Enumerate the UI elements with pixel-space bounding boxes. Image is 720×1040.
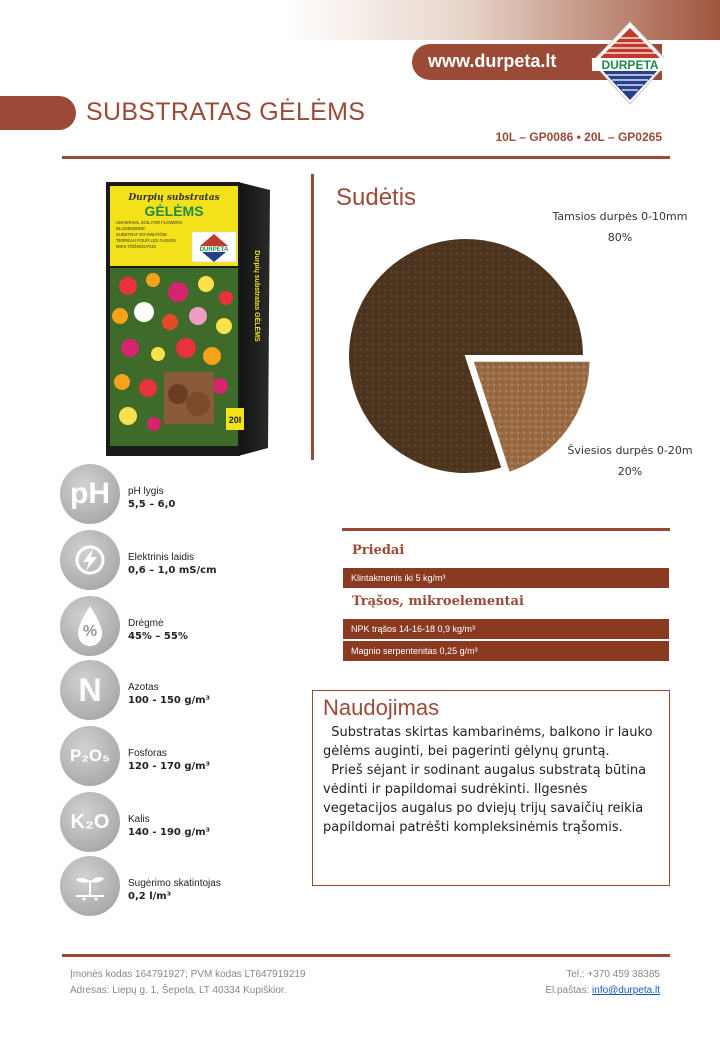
product-bag-image xyxy=(98,176,274,456)
svg-text:MIKS TÖÖSEGATUD: MIKS TÖÖSEGATUD xyxy=(116,244,157,249)
svg-text:UNIVERSAL SOIL FOR FLOWERS: UNIVERSAL SOIL FOR FLOWERS xyxy=(116,220,183,225)
usage-heading: Naudojimas xyxy=(323,695,440,720)
divider xyxy=(62,954,670,957)
website-link[interactable]: www.durpeta.lt xyxy=(412,44,662,80)
svg-text:SUBSTRAT DO KWIATÓW: SUBSTRAT DO KWIATÓW xyxy=(116,232,167,237)
svg-text:DURPETA: DURPETA xyxy=(199,247,229,253)
fertilizer-row: Magnio serpentenitas 0,25 g/m³ xyxy=(343,641,669,661)
email-link[interactable]: info@durpeta.lt xyxy=(592,985,660,996)
param-value: 100 - 150 g/m³ xyxy=(128,695,210,706)
company-phone: Tel.: +370 459 38385 xyxy=(566,969,660,980)
svg-text:BLUMENERDE: BLUMENERDE xyxy=(116,226,146,231)
additives-heading: Priedai xyxy=(352,543,405,558)
svg-text:Durpių substratas: Durpių substratas xyxy=(128,193,220,203)
additive-row: Klintakmenis iki 5 kg/m³ xyxy=(343,568,669,588)
svg-text:20l: 20l xyxy=(228,415,242,425)
vertical-divider xyxy=(311,174,314,460)
param-value: 45% – 55% xyxy=(128,631,188,642)
param-value: 120 - 170 g/m³ xyxy=(128,761,210,772)
param-label: Azotas xyxy=(128,682,159,693)
param-label: pH lygis xyxy=(128,486,164,497)
company-email: El.paštas: info@durpeta.lt xyxy=(545,985,660,996)
param-value: 0,6 – 1,0 mS/cm xyxy=(128,565,217,576)
slice-label-light: Šviesios durpės 0-20m 20% xyxy=(567,444,693,478)
divider xyxy=(342,528,670,531)
divider xyxy=(62,156,670,159)
company-address: Adresas: Liepų g. 1, Šepeta, LT 40334 Kupiškior. xyxy=(70,985,287,996)
usage-box xyxy=(312,690,670,886)
svg-text:TERREAU POUR LES FLEURS: TERREAU POUR LES FLEURS xyxy=(116,238,177,243)
param-value: 140 - 190 g/m³ xyxy=(128,827,210,838)
sprout-glyph xyxy=(72,870,108,902)
param-label: Drėgmė xyxy=(128,618,164,629)
param-label: Kalis xyxy=(128,814,150,825)
usage-text: Substratas skirtas kambarinėms, balkono ir lauko gėlėms auginti, bei pagerinti gėlynų gruntą. Prieš sėjant ir sodinant augalus substratą būtina vėdinti ir papildomai sudrėkinti. Ilgesnės vegetacijos augalus po dviejų trijų savaičių reikia papildomai patrėšti kompleksinėmis trąšomis. xyxy=(323,725,653,835)
title-accent xyxy=(0,96,76,130)
durpeta-logo xyxy=(590,20,670,106)
fertilizers-heading: Trąšos, mikroelementai xyxy=(352,594,524,609)
lightning-glyph xyxy=(74,544,106,576)
param-value: 5,5 – 6,0 xyxy=(128,499,176,510)
slice-label-dark: Tamsios durpės 0-10mm 80% xyxy=(552,210,688,244)
svg-text:GĖLĖMS: GĖLĖMS xyxy=(144,203,204,219)
param-label: Sugėrimo skatintojas xyxy=(128,878,221,889)
page-title: SUBSTRATAS GĖLĖMS xyxy=(86,98,366,126)
company-codes: Įmonės kodas 164791927; PVM kodas LT647919219 xyxy=(70,969,306,980)
param-label: Fosforas xyxy=(128,748,167,759)
param-value: 0,2 l/m³ xyxy=(128,891,172,902)
product-codes: 10L – GP0086 • 20L – GP0265 xyxy=(495,130,662,144)
param-label: Elektrinis laidis xyxy=(128,552,195,563)
fertilizer-row: NPK trąšos 14-16-18 0,9 kg/m³ xyxy=(343,619,669,639)
composition-heading: Sudėtis xyxy=(336,184,417,211)
svg-text:DURPETA: DURPETA xyxy=(601,58,659,72)
svg-text:Durpių substratas GĖLĖMS: Durpių substratas GĖLĖMS xyxy=(253,250,260,342)
